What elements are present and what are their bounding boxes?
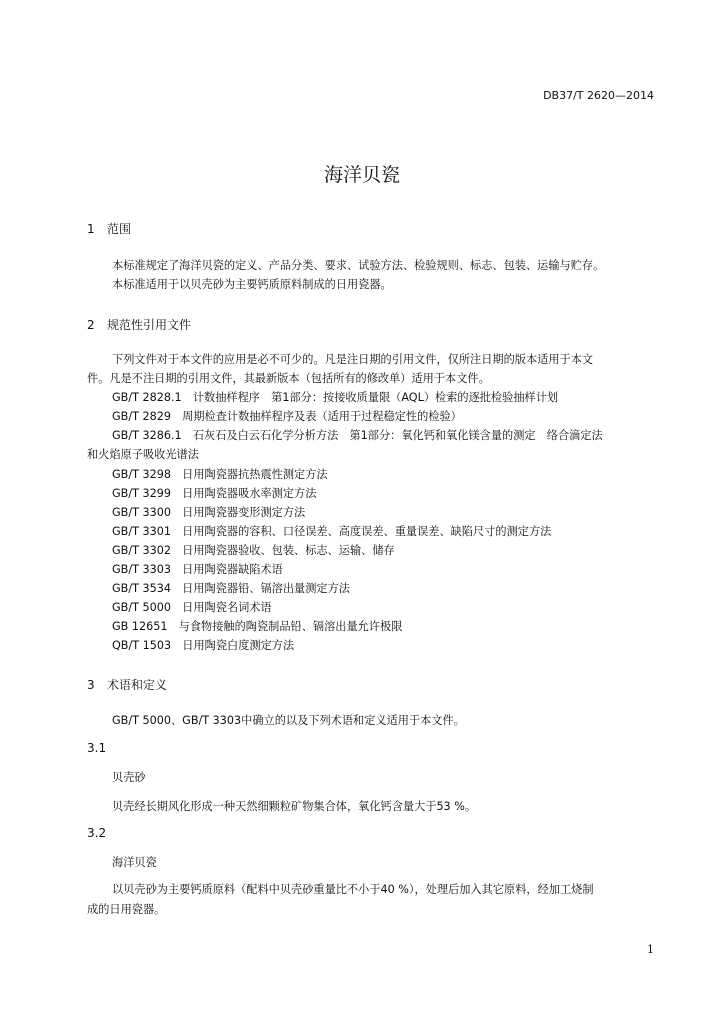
term-number: 3.2	[87, 826, 107, 840]
paragraph: 本标准规定了海洋贝瓷的定义、产品分类、要求、试验方法、检验规则、标志、包装、运输与贮存。	[112, 259, 605, 272]
reference-item: GB/T 3300 日用陶瓷器变形测定方法	[112, 506, 306, 519]
reference-item: GB/T 2829 周期检查计数抽样程序及表（适用于过程稳定性的检验）	[112, 410, 462, 423]
reference-item: GB/T 3534 日用陶瓷器铅、镉溶出量测定方法	[112, 582, 350, 595]
term-name: 海洋贝瓷	[112, 856, 157, 869]
section-number: 3	[87, 678, 95, 692]
term-definition: 以贝壳砂为主要钙质原料（配料中贝壳砂重量比不小于40 %），处理后加入其它原料，经加工烧制	[112, 883, 594, 896]
term-definition-continued: 成的日用瓷器。	[87, 903, 166, 916]
reference-item: GB/T 5000 日用陶瓷名词术语	[112, 601, 272, 614]
section-1-heading	[87, 220, 131, 237]
reference-item: GB 12651 与食物接触的陶瓷制品铅、镉溶出量允许极限	[112, 620, 403, 633]
document-title: 海洋贝瓷	[323, 164, 400, 186]
section-3-heading	[87, 676, 167, 693]
paragraph: GB/T 5000、GB/T 3303中确立的以及下列术语和定义适用于本文件。	[112, 714, 465, 727]
section-title: 术语和定义	[107, 678, 168, 692]
term-name: 贝壳砂	[112, 771, 146, 784]
reference-item: GB/T 2828.1 计数抽样程序 第1部分：按接收质量限（AQL）检索的逐批检验抽样计划	[112, 391, 559, 404]
standard-number: DB37/T 2620—2014	[543, 89, 654, 102]
paragraph: 下列文件对于本文件的应用是必不可少的。凡是注日期的引用文件，仅所注日期的版本适用于本文	[112, 353, 594, 366]
reference-item: QB/T 1503 日用陶瓷白度测定方法	[112, 639, 295, 652]
reference-item: GB/T 3303 日用陶瓷器缺陷术语	[112, 563, 283, 576]
reference-item: GB/T 3301 日用陶瓷器的容积、口径误差、高度误差、重量误差、缺陷尺寸的测定方法	[112, 525, 552, 538]
page-number: 1	[647, 943, 654, 956]
section-number: 1	[87, 222, 95, 236]
section-number: 2	[87, 318, 95, 332]
paragraph: 件。凡是不注日期的引用文件，其最新版本（包括所有的修改单）适用于本文件。	[87, 372, 490, 385]
reference-item: GB/T 3298 日用陶瓷器抗热震性测定方法	[112, 468, 328, 481]
reference-item-continued: 和火焰原子吸收光谱法	[87, 448, 199, 461]
section-2-heading	[87, 316, 191, 333]
section-title: 规范性引用文件	[107, 318, 192, 332]
paragraph: 本标准适用于以贝壳砂为主要钙质原料制成的日用瓷器。	[112, 278, 392, 291]
term-number: 3.1	[87, 741, 107, 755]
term-definition: 贝壳经长期风化形成一种天然细颗粒矿物集合体，氧化钙含量大于53 %。	[112, 800, 477, 813]
section-title: 范围	[107, 222, 132, 236]
reference-item: GB/T 3302 日用陶瓷器验收、包装、标志、运输、储存	[112, 544, 395, 557]
reference-item: GB/T 3299 日用陶瓷器吸水率测定方法	[112, 487, 317, 500]
reference-item: GB/T 3286.1 石灰石及白云石化学分析方法 第1部分：氧化钙和氧化镁含量的测定 络合滴定法	[112, 429, 603, 442]
